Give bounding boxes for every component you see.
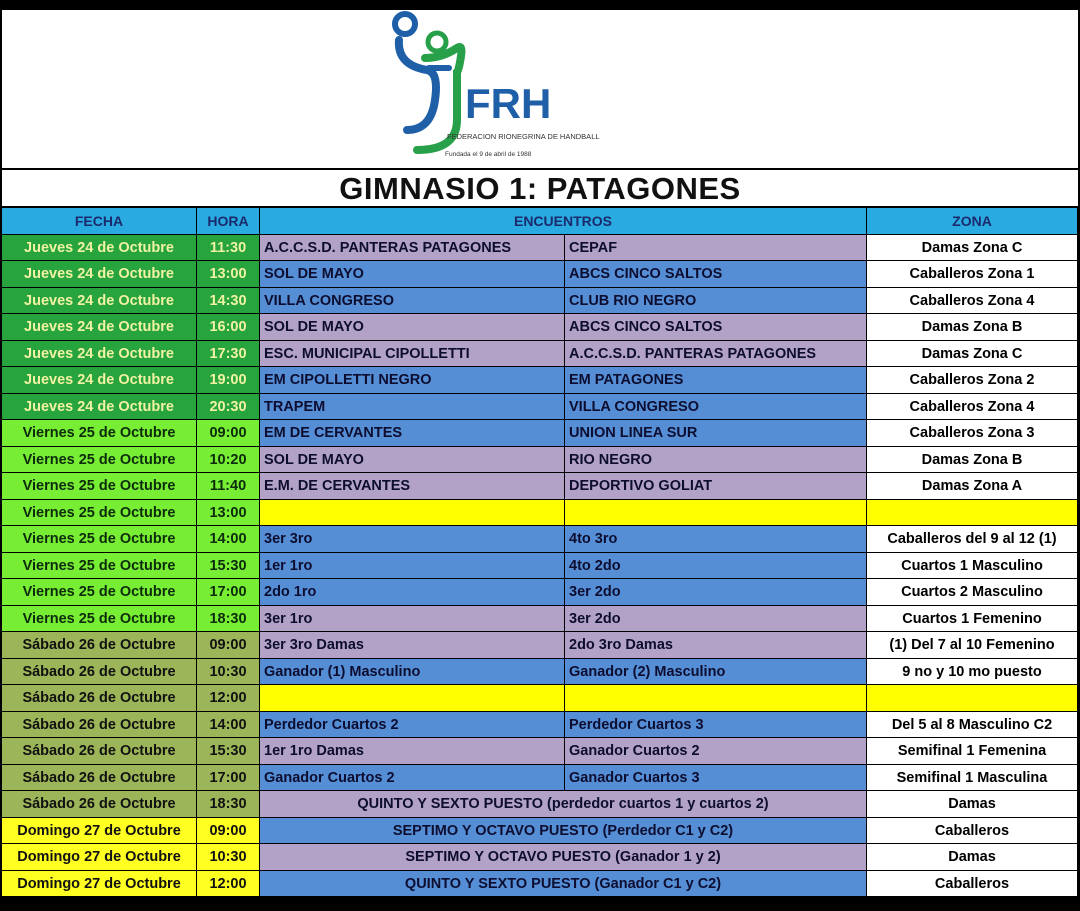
hora-cell: 18:30 [197,791,260,818]
fecha-cell: Jueves 24 de Octubre [2,235,197,262]
table-row [2,818,1078,845]
header-encuentros: ENCUENTROS [260,208,867,235]
fecha-cell: Sábado 26 de Octubre [2,685,197,712]
zona-cell: Damas [867,791,1078,818]
fecha-cell: Domingo 27 de Octubre [2,844,197,871]
table-row [2,712,1078,739]
blue-player-body-icon [399,40,436,130]
hora-cell: 09:00 [197,632,260,659]
fecha-cell: Viernes 25 de Octubre [2,579,197,606]
team-b-cell: DEPORTIVO GOLIAT [565,473,867,500]
hora-cell: 20:30 [197,394,260,421]
team-a-cell: 3er 1ro [260,606,565,633]
hora-cell: 19:00 [197,367,260,394]
team-a-cell: Ganador Cuartos 2 [260,765,565,792]
green-player-head-icon [428,33,446,51]
team-a-cell [260,500,565,527]
hora-cell: 17:00 [197,765,260,792]
table-row [2,553,1078,580]
table-row [2,526,1078,553]
fecha-cell: Sábado 26 de Octubre [2,738,197,765]
table-row [2,367,1078,394]
logo-federation: FEDERACION RIONEGRINA DE HANDBALL [447,132,600,141]
table-row [2,447,1078,474]
table-row [2,314,1078,341]
hora-cell: 14:30 [197,288,260,315]
hora-cell: 12:00 [197,685,260,712]
fecha-cell: Viernes 25 de Octubre [2,420,197,447]
fecha-cell: Jueves 24 de Octubre [2,261,197,288]
hora-cell: 11:30 [197,235,260,262]
zona-cell: Caballeros [867,871,1078,898]
page-title: GIMNASIO 1: PATAGONES [339,171,741,206]
zona-cell: Caballeros [867,818,1078,845]
hora-cell: 18:30 [197,606,260,633]
table-row [2,791,1078,818]
fecha-cell: Jueves 24 de Octubre [2,288,197,315]
hora-cell: 17:30 [197,341,260,368]
table-row [2,235,1078,262]
fecha-cell: Jueves 24 de Octubre [2,314,197,341]
hora-cell: 10:30 [197,844,260,871]
team-a-cell: 1er 1ro Damas [260,738,565,765]
fecha-cell: Viernes 25 de Octubre [2,473,197,500]
team-a-cell: SOL DE MAYO [260,314,565,341]
team-a-cell: E.M. DE CERVANTES [260,473,565,500]
frh-logo [387,10,600,168]
zona-cell: 9 no y 10 mo puesto [867,659,1078,686]
team-a-cell: TRAPEM [260,394,565,421]
team-b-cell [565,500,867,527]
fecha-cell: Sábado 26 de Octubre [2,765,197,792]
team-a-cell [260,685,565,712]
table-row [2,341,1078,368]
header-hora: HORA [197,208,260,235]
fecha-cell: Viernes 25 de Octubre [2,553,197,580]
team-a-cell: Ganador (1) Masculino [260,659,565,686]
table-row [2,765,1078,792]
zona-cell: Caballeros Zona 3 [867,420,1078,447]
table-header [2,208,1078,235]
team-b-cell: Ganador (2) Masculino [565,659,867,686]
hora-cell: 10:30 [197,659,260,686]
zona-cell: Del 5 al 8 Masculino C2 [867,712,1078,739]
team-a-cell: EM DE CERVANTES [260,420,565,447]
fecha-cell: Sábado 26 de Octubre [2,791,197,818]
team-b-cell: 3er 2do [565,579,867,606]
hora-cell: 10:20 [197,447,260,474]
table-row [2,394,1078,421]
table-row [2,659,1078,686]
team-a-cell: SOL DE MAYO [260,261,565,288]
team-b-cell: A.C.C.S.D. PANTERAS PATAGONES [565,341,867,368]
zona-cell: Cuartos 1 Masculino [867,553,1078,580]
zona-cell: Caballeros Zona 1 [867,261,1078,288]
hora-cell: 14:00 [197,526,260,553]
blue-player-head-icon [395,14,415,34]
team-b-cell: 4to 2do [565,553,867,580]
fecha-cell: Sábado 26 de Octubre [2,632,197,659]
hora-cell: 11:40 [197,473,260,500]
team-a-cell: 3er 3ro [260,526,565,553]
hora-cell: 09:00 [197,818,260,845]
logo-band [2,10,1078,170]
title-band [2,170,1078,208]
team-b-cell: VILLA CONGRESO [565,394,867,421]
header-fecha: FECHA [2,208,197,235]
zona-cell: Semifinal 1 Masculina [867,765,1078,792]
team-b-cell: 2do 3ro Damas [565,632,867,659]
fecha-cell: Sábado 26 de Octubre [2,712,197,739]
fecha-cell: Domingo 27 de Octubre [2,871,197,898]
zona-cell: Semifinal 1 Femenina [867,738,1078,765]
zona-cell [867,500,1078,527]
table-row [2,871,1078,898]
zona-cell: Caballeros Zona 2 [867,367,1078,394]
hora-cell: 15:30 [197,553,260,580]
table-row [2,500,1078,527]
table-row [2,473,1078,500]
fecha-cell: Viernes 25 de Octubre [2,500,197,527]
zona-cell: Damas Zona A [867,473,1078,500]
team-a-cell: 3er 3ro Damas [260,632,565,659]
zona-cell: Cuartos 1 Femenino [867,606,1078,633]
team-b-cell: Perdedor Cuartos 3 [565,712,867,739]
table-row [2,261,1078,288]
encuentro-cell: QUINTO Y SEXTO PUESTO (Ganador C1 y C2) [260,871,867,898]
schedule-sheet [2,10,1078,894]
table-row [2,738,1078,765]
encuentro-cell: SEPTIMO Y OCTAVO PUESTO (Perdedor C1 y C2) [260,818,867,845]
zona-cell: Damas Zona C [867,235,1078,262]
table-row [2,685,1078,712]
table-row [2,288,1078,315]
fecha-cell: Viernes 25 de Octubre [2,526,197,553]
team-b-cell: ABCS CINCO SALTOS [565,314,867,341]
zona-cell: Caballeros del 9 al 12 (1) [867,526,1078,553]
zona-cell: Damas Zona C [867,341,1078,368]
table-row [2,606,1078,633]
fecha-cell: Jueves 24 de Octubre [2,341,197,368]
team-b-cell: 3er 2do [565,606,867,633]
logo-acronym: FRH [465,80,552,127]
encuentro-cell: SEPTIMO Y OCTAVO PUESTO (Ganador 1 y 2) [260,844,867,871]
team-b-cell: EM PATAGONES [565,367,867,394]
zona-cell: Cuartos 2 Masculino [867,579,1078,606]
hora-cell: 14:00 [197,712,260,739]
fecha-cell: Viernes 25 de Octubre [2,606,197,633]
fecha-cell: Viernes 25 de Octubre [2,447,197,474]
team-b-cell: Ganador Cuartos 2 [565,738,867,765]
hora-cell: 12:00 [197,871,260,898]
zona-cell: Caballeros Zona 4 [867,288,1078,315]
zona-cell: Damas [867,844,1078,871]
zona-cell: Damas Zona B [867,314,1078,341]
fecha-cell: Sábado 26 de Octubre [2,659,197,686]
encuentro-cell: QUINTO Y SEXTO PUESTO (perdedor cuartos 1 y cuartos 2) [260,791,867,818]
table-row [2,844,1078,871]
table-row [2,632,1078,659]
zona-cell: (1) Del 7 al 10 Femenino [867,632,1078,659]
hora-cell: 09:00 [197,420,260,447]
team-b-cell: RIO NEGRO [565,447,867,474]
table-row [2,579,1078,606]
team-b-cell: Ganador Cuartos 3 [565,765,867,792]
hora-cell: 15:30 [197,738,260,765]
zona-cell: Damas Zona B [867,447,1078,474]
team-b-cell: CEPAF [565,235,867,262]
team-a-cell: 2do 1ro [260,579,565,606]
team-a-cell: 1er 1ro [260,553,565,580]
team-a-cell: EM CIPOLLETTI NEGRO [260,367,565,394]
hora-cell: 13:00 [197,500,260,527]
table-row [2,420,1078,447]
header-zona: ZONA [867,208,1078,235]
team-a-cell: A.C.C.S.D. PANTERAS PATAGONES [260,235,565,262]
team-b-cell: ABCS CINCO SALTOS [565,261,867,288]
team-a-cell: SOL DE MAYO [260,447,565,474]
hora-cell: 16:00 [197,314,260,341]
fecha-cell: Jueves 24 de Octubre [2,367,197,394]
hora-cell: 13:00 [197,261,260,288]
team-b-cell: CLUB RIO NEGRO [565,288,867,315]
team-b-cell [565,685,867,712]
team-a-cell: Perdedor Cuartos 2 [260,712,565,739]
fecha-cell: Jueves 24 de Octubre [2,394,197,421]
team-b-cell: UNION LINEA SUR [565,420,867,447]
zona-cell [867,685,1078,712]
zona-cell: Caballeros Zona 4 [867,394,1078,421]
logo-founded: Fundada el 9 de abril de 1988 [445,151,532,158]
team-a-cell: ESC. MUNICIPAL CIPOLLETTI [260,341,565,368]
team-a-cell: VILLA CONGRESO [260,288,565,315]
hora-cell: 17:00 [197,579,260,606]
team-b-cell: 4to 3ro [565,526,867,553]
fecha-cell: Domingo 27 de Octubre [2,818,197,845]
